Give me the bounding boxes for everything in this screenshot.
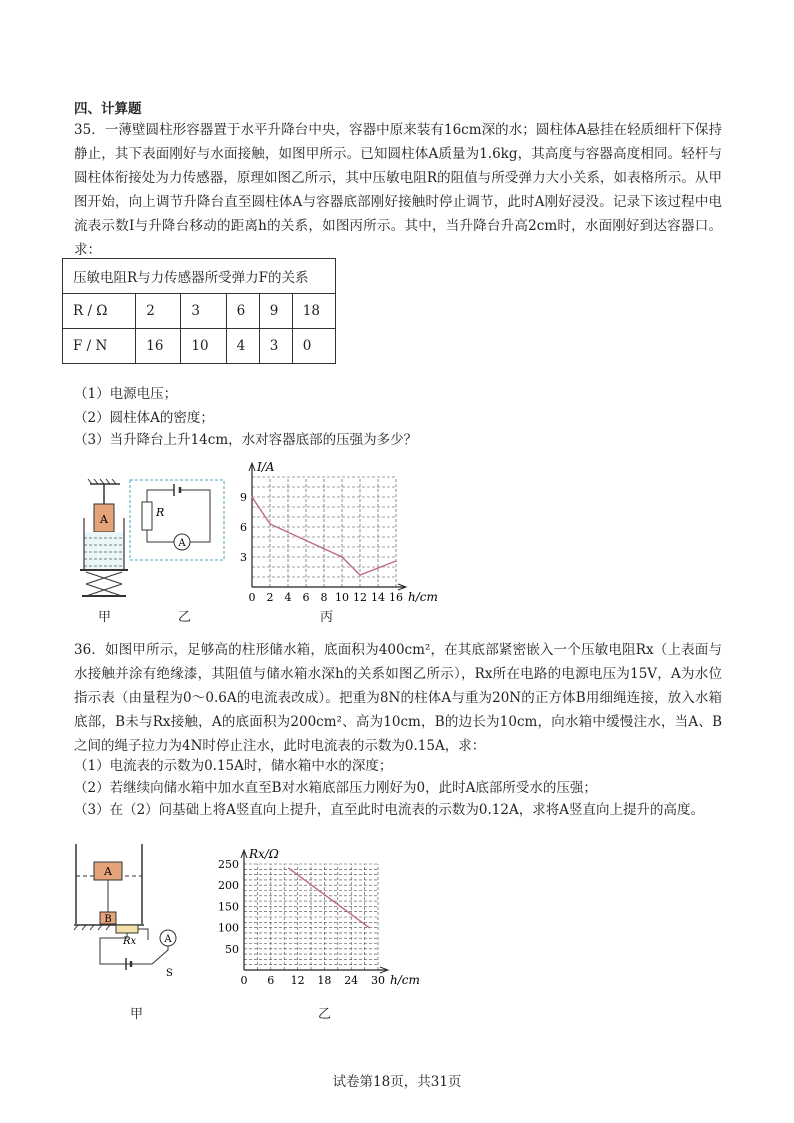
x-tick-label: 30 — [371, 974, 385, 987]
q36-question-2: （2）若继续向储水箱中加水直至B对水箱底部压力刚好为0，此时A底部所受水的压强； — [74, 780, 597, 796]
table-row-label: F / N — [63, 329, 136, 364]
table-cell: 0 — [292, 329, 335, 364]
y-tick-label: 150 — [218, 900, 239, 914]
page-footer: 试卷第18页，共31页 — [332, 1074, 462, 1090]
q35-caption-bing: 丙 — [320, 610, 334, 625]
x-axis-label: h/cm — [408, 590, 438, 604]
y-axis-label: Rx/Ω — [249, 847, 279, 861]
data-point — [251, 496, 253, 498]
x-tick-label: 0 — [248, 591, 256, 604]
x-tick-label: 6 — [267, 974, 275, 987]
table-cell: 10 — [181, 329, 226, 364]
y-tick-label: 9 — [240, 491, 247, 504]
q35-caption-jia: 甲 — [98, 610, 112, 625]
y-tick-label: 6 — [240, 521, 247, 534]
resistor-r-label: R — [156, 506, 165, 519]
x-tick-label: 10 — [335, 591, 349, 604]
q35-question-1: （1）电源电压； — [74, 386, 178, 402]
x-tick-label: 24 — [344, 974, 359, 987]
data-point — [368, 927, 370, 929]
block-b-label: B — [104, 914, 112, 925]
table-row-label: R / Ω — [63, 294, 136, 329]
section-heading: 四、计算题 — [74, 101, 142, 117]
cylinder-a-label: A — [100, 513, 108, 526]
data-point — [395, 560, 397, 562]
table-cell: 9 — [259, 294, 292, 329]
x-tick-label: 4 — [284, 591, 292, 604]
rx-label: Rx — [123, 936, 137, 947]
x-tick-label: 12 — [290, 974, 305, 987]
data-point — [341, 556, 343, 558]
y-tick-label: 250 — [218, 858, 239, 871]
data-point — [288, 867, 290, 869]
resistance-depth-chart — [200, 830, 440, 990]
q36-text: 36．如图甲所示，足够高的柱形储水箱，底面积为400cm²，在其底部紧密嵌入一个压敏电阻Rx（上表面与水接触并涂有绝缘漆，其阻值与储水箱水深h的关系如图乙所示），Rx所在电路的电源电压为15V，A为水位指示表（由量程为0～0.6A的电流表改成）。把重为8N的柱体A与重为20N的正方体B用细绳连接，放入水箱底部，B未与Rx接触，A的底面积为200cm²、高为10cm，B的边长为10cm，向水箱中缓慢注水，当A、B之间的绳子拉力为4N时停止注水，此时电流表的示数为0.15A，求： — [74, 642, 722, 754]
q35-figure-yi-circuit — [128, 478, 226, 562]
x-axis-label: h/cm — [390, 973, 420, 987]
x-tick-label: 2 — [266, 591, 274, 604]
table-caption: 压敏电阻R与力传感器所受弹力F的关系 — [63, 259, 336, 294]
q35-caption-yi: 乙 — [178, 610, 192, 625]
switch-label: S — [166, 968, 173, 979]
y-tick-label: 100 — [218, 921, 239, 935]
ammeter-label: A — [178, 538, 186, 549]
y-tick-label: 50 — [225, 942, 239, 956]
y-tick-label: 200 — [218, 879, 239, 893]
resistance-force-table — [62, 258, 336, 364]
q36-question-3: （3）在（2）问基础上将A竖直向上提升，直至此时电流表的示数为0.12A，求将A竖直向上提升的高度。 — [74, 802, 704, 818]
data-point — [269, 523, 271, 525]
q36-caption-jia: 甲 — [130, 1007, 144, 1022]
q35-question-3: （3）当升降台上升14cm，水对容器底部的压强为多少？ — [74, 432, 418, 448]
x-tick-label: 14 — [371, 591, 385, 604]
table-cell: 6 — [226, 294, 259, 329]
x-tick-label: 6 — [302, 591, 310, 604]
table-cell: 16 — [136, 329, 181, 364]
y-tick-label: 3 — [240, 551, 247, 564]
table-cell: 3 — [259, 329, 292, 364]
q36-ammeter-label: A — [164, 934, 172, 945]
x-tick-label: 12 — [353, 591, 367, 604]
x-tick-label: 18 — [317, 974, 332, 987]
table-cell: 18 — [292, 294, 335, 329]
table-cell: 3 — [181, 294, 226, 329]
table-cell: 4 — [226, 329, 259, 364]
q35-figure-jia-container — [76, 478, 136, 600]
q35-text: 35．一薄壁圆柱形容器置于水平升降台中央，容器中原来装有16cm深的水；圆柱体A悬挂在轻质细杆下保持静止，其下表面刚好与水面接触，如图甲所示。已知圆柱体A质量为1.6kg，其高度与容器高度相同。轻杆与圆柱体衔接处为力传感器，原理如图乙所示，其中压敏电阻R的阻值与所受弹力大小关系，如表格所示。从甲图开始，向上调节升降台直至圆柱体A与容器底部刚好接触时停止调节，此时A刚好浸没。记录下该过程中电流表示数I与升降台移动的距离h的关系，如图丙所示。其中，当升降台升高2cm时，水面刚好到达容器口。求： — [74, 122, 722, 258]
q36-caption-yi: 乙 — [318, 1007, 332, 1022]
x-tick-label: 16 — [389, 591, 403, 604]
y-axis-label: I/A — [257, 460, 275, 474]
table-cell: 2 — [136, 294, 181, 329]
q36-figure-jia-tank — [70, 840, 190, 980]
block-a-label: A — [104, 865, 112, 878]
q36-question-1: （1）电流表的示数为0.15A时，储水箱中水的深度； — [74, 758, 393, 774]
x-tick-label: 0 — [240, 974, 248, 987]
x-tick-label: 8 — [320, 591, 328, 604]
data-line — [289, 868, 369, 927]
current-distance-chart — [228, 455, 450, 615]
q35-question-2: （2）圆柱体A的密度； — [74, 410, 214, 426]
data-point — [359, 574, 361, 576]
